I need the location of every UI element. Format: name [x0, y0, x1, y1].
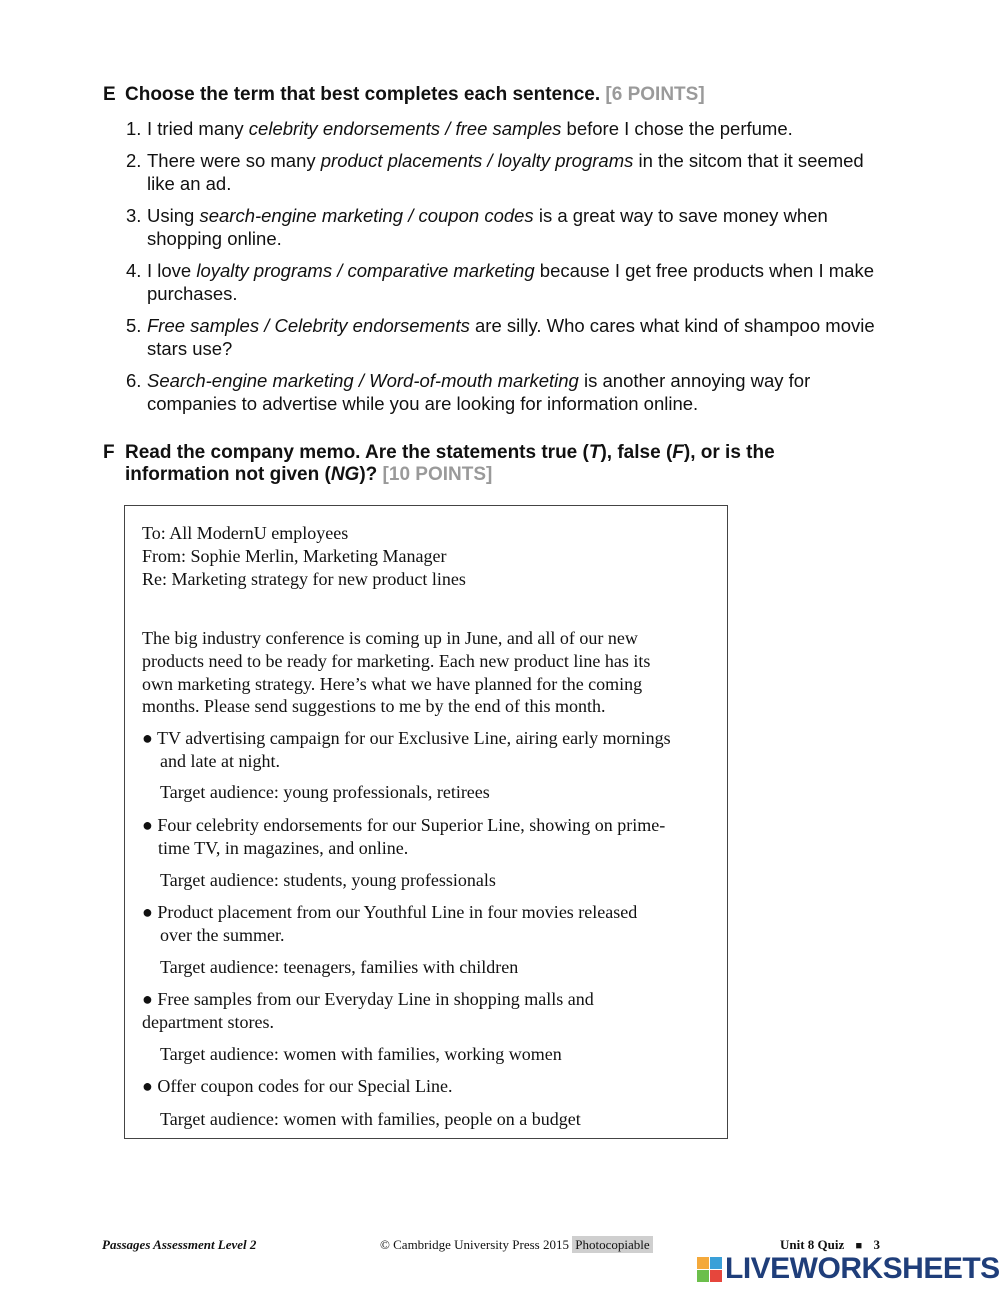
answer-choice: product placements / loyalty programs: [320, 150, 634, 171]
memo-bullet: ● Product placement from our Youthful Line in four movies released: [142, 902, 638, 922]
question-number: 4.: [126, 260, 142, 281]
question-item: 4. I love loyalty programs / comparative marketing because I get free products when I make purchases.: [126, 260, 874, 304]
memo-bullet: ● TV advertising campaign for our Exclusive Line, airing early mornings: [142, 728, 671, 748]
memo-bullet: ● Four celebrity endorsements for our Superior Line, showing on prime-: [142, 815, 666, 835]
page-number: 3: [873, 1237, 880, 1252]
photocopiable-badge: Photocopiable: [572, 1236, 652, 1253]
memo-target-audience: Target audience: young professionals, retirees: [160, 782, 490, 802]
section-f-letter: F: [103, 442, 115, 463]
memo-intro-line: products need to be ready for marketing. Each new product line has its: [142, 651, 651, 671]
section-f-points: [10 POINTS]: [382, 464, 493, 485]
answer-choice: celebrity endorsements / free samples: [248, 118, 562, 139]
memo-re: Re: Marketing strategy for new product lines: [142, 569, 466, 589]
memo-intro-line: months. Please send suggestions to me by the end of this month.: [142, 696, 606, 716]
footer-unit: Unit 8 Quiz ■ 3: [780, 1237, 880, 1252]
memo-to: To: All ModernU employees: [142, 523, 349, 543]
question-number: 3.: [126, 205, 142, 226]
memo-bullet-continuation: over the summer.: [160, 925, 285, 945]
section-e-question-list: [126, 117, 886, 424]
memo-intro-line: own marketing strategy. Here’s what we have planned for the coming: [142, 674, 643, 694]
memo-bullet-continuation: and late at night.: [160, 751, 280, 771]
section-e-points: [6 POINTS]: [605, 84, 705, 105]
memo-target-audience: Target audience: women with families, working women: [160, 1044, 562, 1064]
question-number: 6.: [126, 370, 142, 391]
question-item: 3. Using search-engine marketing / coupon codes is a great way to save money when shopping online.: [126, 205, 828, 249]
liveworksheets-wordmark: LIVEWORKSHEETS: [725, 1252, 1000, 1285]
answer-choice: search-engine marketing / coupon codes: [199, 205, 534, 226]
question-item: 1. I tried many celebrity endorsements / free samples before I chose the perfume.: [126, 118, 793, 139]
memo-bullet: ● Offer coupon codes for our Special Line.: [142, 1076, 453, 1096]
memo-from: From: Sophie Merlin, Marketing Manager: [142, 546, 447, 566]
memo-target-audience: Target audience: students, young professionals: [160, 870, 496, 890]
question-number: 1.: [126, 118, 142, 139]
answer-choice: loyalty programs / comparative marketing: [196, 260, 535, 281]
company-memo: [124, 505, 728, 1139]
answer-choice: Search-engine marketing / Word-of-mouth marketing: [147, 370, 579, 391]
memo-target-audience: Target audience: teenagers, families with children: [160, 957, 519, 977]
memo-bullet-continuation: time TV, in magazines, and online.: [158, 838, 409, 858]
question-number: 5.: [126, 315, 142, 336]
section-e-instruction: Choose the term that best completes each sentence.: [125, 84, 601, 105]
answer-choice: Free samples / Celebrity endorsements: [147, 315, 470, 336]
question-item: 2. There were so many product placements / loyalty programs in the sitcom that it seemed like an ad.: [126, 150, 864, 194]
question-item: 6. Search-engine marketing / Word-of-mouth marketing is another annoying way for companies to advertise while you are looking for information online.: [126, 370, 811, 414]
liveworksheets-logo-icon: [697, 1257, 722, 1282]
liveworksheets-logo: [697, 1254, 1000, 1284]
memo-target-audience: Target audience: women with families, people on a budget: [160, 1109, 581, 1129]
section-e-letter: E: [103, 84, 116, 105]
footer-publication: Passages Assessment Level 2: [102, 1237, 257, 1252]
footer-copyright: © Cambridge University Press 2015 Photocopiable: [380, 1237, 653, 1253]
question-item: 5. Free samples / Celebrity endorsements are silly. Who cares what kind of shampoo movie stars use?: [126, 315, 875, 359]
memo-intro-line: The big industry conference is coming up in June, and all of our new: [142, 628, 638, 648]
question-number: 2.: [126, 150, 142, 171]
memo-bullet-continuation: department stores.: [142, 1012, 274, 1032]
memo-bullet: ● Free samples from our Everyday Line in shopping malls and: [142, 989, 594, 1009]
square-icon: ■: [855, 1240, 863, 1252]
